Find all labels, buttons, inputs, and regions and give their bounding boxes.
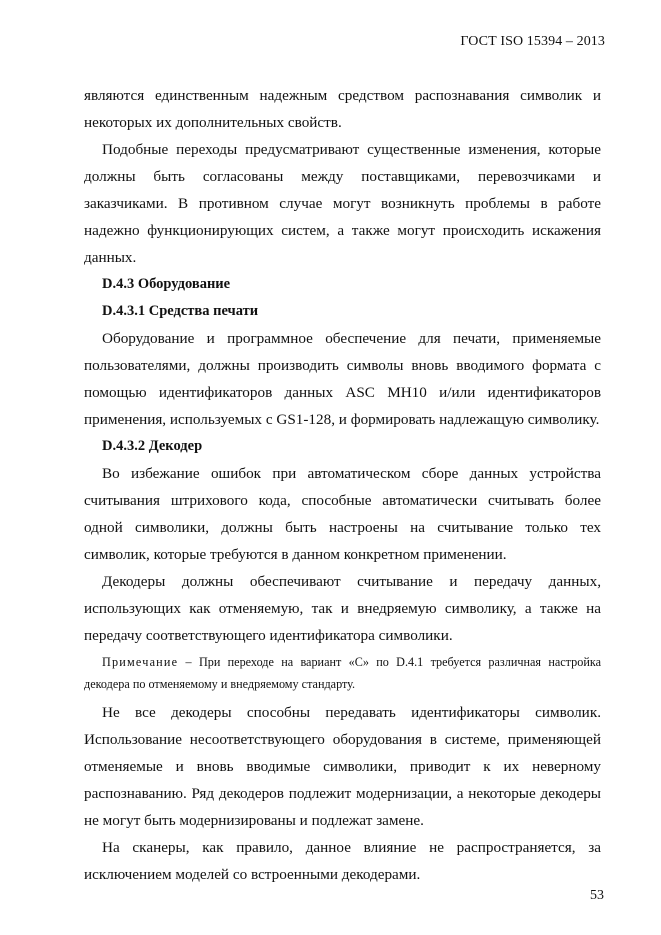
note-label: Примечание — [102, 655, 179, 669]
note-text: – При переходе на вариант «С» по D.4.1 требуется различная настройка декодера по отменяемому и внедряемому стандарту. — [84, 655, 601, 691]
page-number: 53 — [590, 888, 604, 903]
document-body — [84, 82, 601, 888]
paragraph-decoder-errors: Во избежание ошибок при автоматическом сборе данных устройства считывания штрихового кода, способные автоматически считывать более одной символики, должны быть настроены на считывание только тех символик, которые требуются в данном конкретном применении. — [84, 465, 601, 563]
note — [84, 651, 601, 695]
paragraph-decoder-capabilities: Не все декодеры способны передавать идентификаторы символик. Использование несоответствующего оборудования в системе, применяющей отменяемые и вновь вводимые символики, приводит к их неверному распознаванию. Ряд декодеров подлежит модернизации, а некоторые декодеры не могут быть модернизированы и подлежат замене. — [84, 704, 601, 829]
section-heading-printing: D.4.3.1 Средства печати — [102, 303, 259, 319]
paragraph-continuation: являются единственным надежным средством распознавания символик и некоторых их дополнительных свойств. — [84, 87, 601, 131]
section-heading-equipment: D.4.3 Оборудование — [102, 276, 231, 292]
section-heading-decoder: D.4.3.2 Декодер — [102, 438, 203, 454]
paragraph-scanners: На сканеры, как правило, данное влияние не распространяется, за исключением моделей со встроенными декодерами. — [84, 839, 601, 883]
paragraph-decoder-requirements: Декодеры должны обеспечивают считывание и передачу данных, использующих как отменяемую, так и внедряемую символику, а также на передачу соответствующего идентификатора символики. — [84, 573, 601, 644]
paragraph-printing: Оборудование и программное обеспечение для печати, применяемые пользователями, должны производить символы вновь вводимого формата с помощью идентификаторов данных ASC MH10 и/или идентификаторов применения, используемых с GS1-128, и формировать надлежащую символику. — [84, 330, 601, 428]
paragraph-transitions: Подобные переходы предусматривают существенные изменения, которые должны быть согласованы между поставщиками, перевозчиками и заказчиками. В противном случае могут возникнуть проблемы в работе надежно функционирующих систем, а также могут происходить искажения данных. — [84, 141, 601, 266]
page-header-standard: ГОСТ ISO 15394 – 2013 — [460, 34, 605, 49]
